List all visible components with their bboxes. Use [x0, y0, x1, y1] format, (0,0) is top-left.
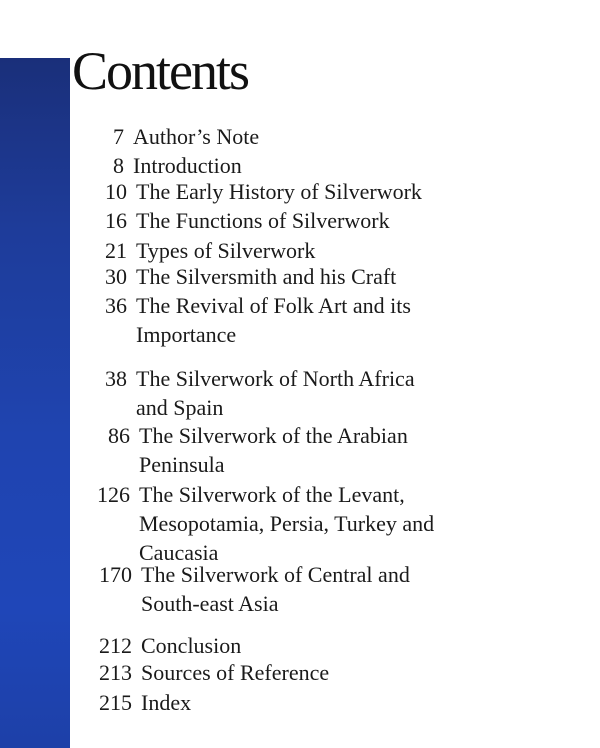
toc-entry-title-line: Mesopotamia, Persia, Turkey and [139, 511, 435, 536]
toc-entry-title [141, 658, 329, 687]
toc-page-number: 86 [108, 423, 130, 448]
toc-page-number: 30 [105, 264, 127, 289]
toc-entry-title [136, 236, 315, 265]
toc-page-number: 215 [99, 690, 132, 715]
toc-entry-title-line: The Silversmith and his Craft [136, 264, 397, 289]
toc-entry-title-line: The Early History of Silverwork [136, 179, 422, 204]
toc-entry-title [136, 291, 411, 349]
toc-entry-title-line: South-east Asia [141, 591, 279, 616]
toc-entry-title-line: Index [141, 690, 192, 715]
toc-page-number: 212 [99, 633, 132, 658]
toc-entry-title-line: Importance [136, 322, 237, 347]
toc-page-number: 16 [105, 208, 127, 233]
toc-entry-title-line: The Silverwork of the Levant, [139, 482, 405, 507]
toc-page-number: 38 [105, 366, 127, 391]
toc-page-number: 36 [105, 293, 127, 318]
toc-entry-title [136, 206, 390, 235]
toc-entry-title-line: Sources of Reference [141, 660, 330, 685]
toc-page-number: 126 [97, 482, 130, 507]
toc-entry-title [141, 631, 241, 660]
toc-entry-title [136, 262, 396, 291]
toc-entry-title [136, 177, 422, 206]
toc-page-number: 213 [99, 660, 132, 685]
toc-entry-title-line: Caucasia [139, 540, 219, 565]
toc-entry-title [141, 560, 410, 618]
toc-entry-title-line: The Revival of Folk Art and its [136, 293, 411, 318]
toc-entry-title-line: Author’s Note [133, 124, 260, 149]
toc-entry-title-line: The Functions of Silverwork [136, 208, 390, 233]
toc-entry-title [139, 421, 408, 479]
toc-entry-title-line: and Spain [136, 395, 224, 420]
toc-entry-title-line: Introduction [133, 153, 242, 178]
page-title: Contents [72, 41, 249, 101]
toc-entry-title [133, 151, 242, 180]
toc-entry-title-line: Types of Silverwork [136, 238, 316, 263]
toc-page-number: 10 [105, 179, 127, 204]
toc-entry-title-line: Peninsula [139, 452, 225, 477]
toc-page-number: 21 [105, 238, 127, 263]
toc-entry-title-line: The Silverwork of the Arabian [139, 423, 408, 448]
toc-page-number: 8 [113, 153, 124, 178]
toc-entry-title-line: Conclusion [141, 633, 242, 658]
toc-entry-title-line: The Silverwork of North Africa [136, 366, 415, 391]
toc-page-number: 170 [99, 562, 132, 587]
toc-entry-title [133, 122, 259, 151]
toc-entry-title [141, 688, 191, 717]
toc-entry-title-line: The Silverwork of Central and [141, 562, 410, 587]
toc-page-number: 7 [113, 124, 124, 149]
toc-entry-title [139, 480, 434, 567]
toc-entry-title [136, 364, 415, 422]
